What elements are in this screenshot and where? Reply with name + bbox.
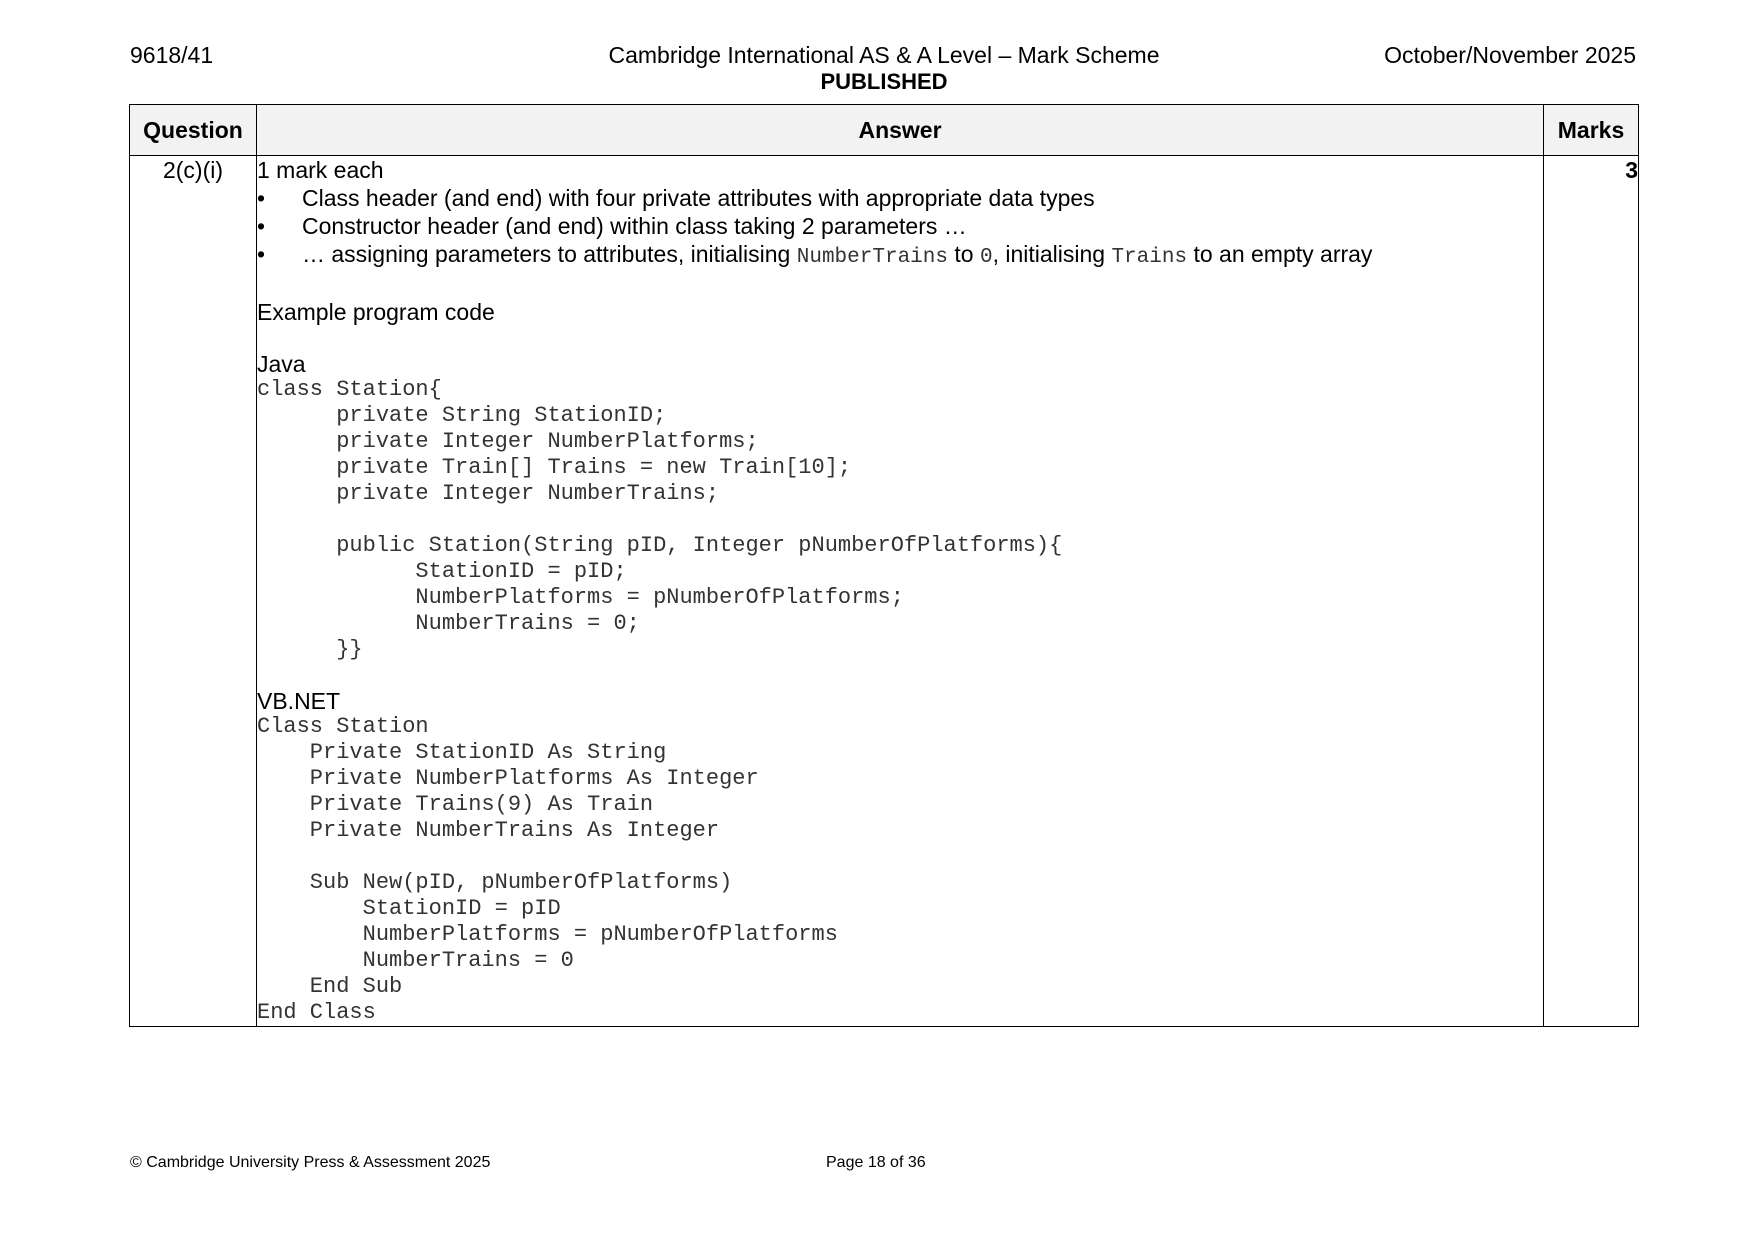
question-column-header: Question bbox=[130, 105, 257, 156]
marking-point-text: to bbox=[947, 241, 980, 267]
page-number: Page 18 of 36 bbox=[826, 1154, 926, 1171]
marking-point-text: … assigning parameters to attributes, initialising bbox=[302, 241, 797, 267]
mark-scheme-table bbox=[129, 104, 1639, 1027]
marking-point: • Constructor header (and end) within class taking 2 parameters … bbox=[257, 213, 967, 239]
exam-session: October/November 2025 bbox=[1384, 42, 1636, 68]
inline-code-number-trains: NumberTrains bbox=[796, 246, 948, 269]
marking-point: • … assigning parameters to attributes, initialising NumberTrains to 0, initialising Trains to an empty array bbox=[257, 241, 1373, 269]
marking-point: • Class header (and end) with four private attributes with appropriate data types bbox=[257, 185, 1095, 211]
answer-cell bbox=[257, 156, 1544, 1027]
marking-point-text: Class header (and end) with four private attributes with appropriate data types bbox=[302, 185, 1095, 211]
inline-code-trains: Trains bbox=[1111, 246, 1188, 269]
table-header-row bbox=[130, 105, 1639, 156]
answer-column-header: Answer bbox=[257, 105, 1544, 156]
marking-point-text: Constructor header (and end) within class taking 2 parameters … bbox=[302, 213, 967, 239]
vbnet-label: VB.NET bbox=[257, 688, 341, 714]
copyright-footer: © Cambridge University Press & Assessment 2025 bbox=[130, 1154, 491, 1171]
paper-code: 9618/41 bbox=[130, 42, 214, 68]
marking-point-text: to an empty array bbox=[1187, 241, 1373, 267]
marks-value: 3 bbox=[1544, 156, 1639, 1027]
example-heading: Example program code bbox=[257, 299, 495, 325]
question-number: 2(c)(i) bbox=[130, 156, 257, 1027]
java-code-block: class Station{ private String StationID; private Integer NumberPlatforms; private Train[] Trains = new Train[10]; private Integer NumberTrains; public Station(String pID, Integer pNumberOfPlatforms){ StationID = pID; NumberPlatforms = pNumberOfPlatforms; NumberTrains = 0; }} bbox=[257, 377, 1063, 662]
table-row bbox=[130, 156, 1639, 1027]
document-title: Cambridge International AS & A Level – Mark Scheme bbox=[608, 42, 1160, 68]
published-label: PUBLISHED bbox=[820, 69, 948, 94]
marks-column-header: Marks bbox=[1544, 105, 1639, 156]
vbnet-code-block: Class Station Private StationID As String Private NumberPlatforms As Integer Private Trains(9) As Train Private NumberTrains As Integer Sub New(pID, pNumberOfPlatforms) StationID = pID NumberPlatforms = pNumberOfPlatforms NumberTrains = 0 End Sub End Class bbox=[257, 714, 838, 1025]
inline-code-zero: 0 bbox=[979, 246, 993, 269]
java-label: Java bbox=[257, 351, 306, 377]
marking-intro: 1 mark each bbox=[257, 157, 384, 183]
marking-point-text: , initialising bbox=[992, 241, 1112, 267]
